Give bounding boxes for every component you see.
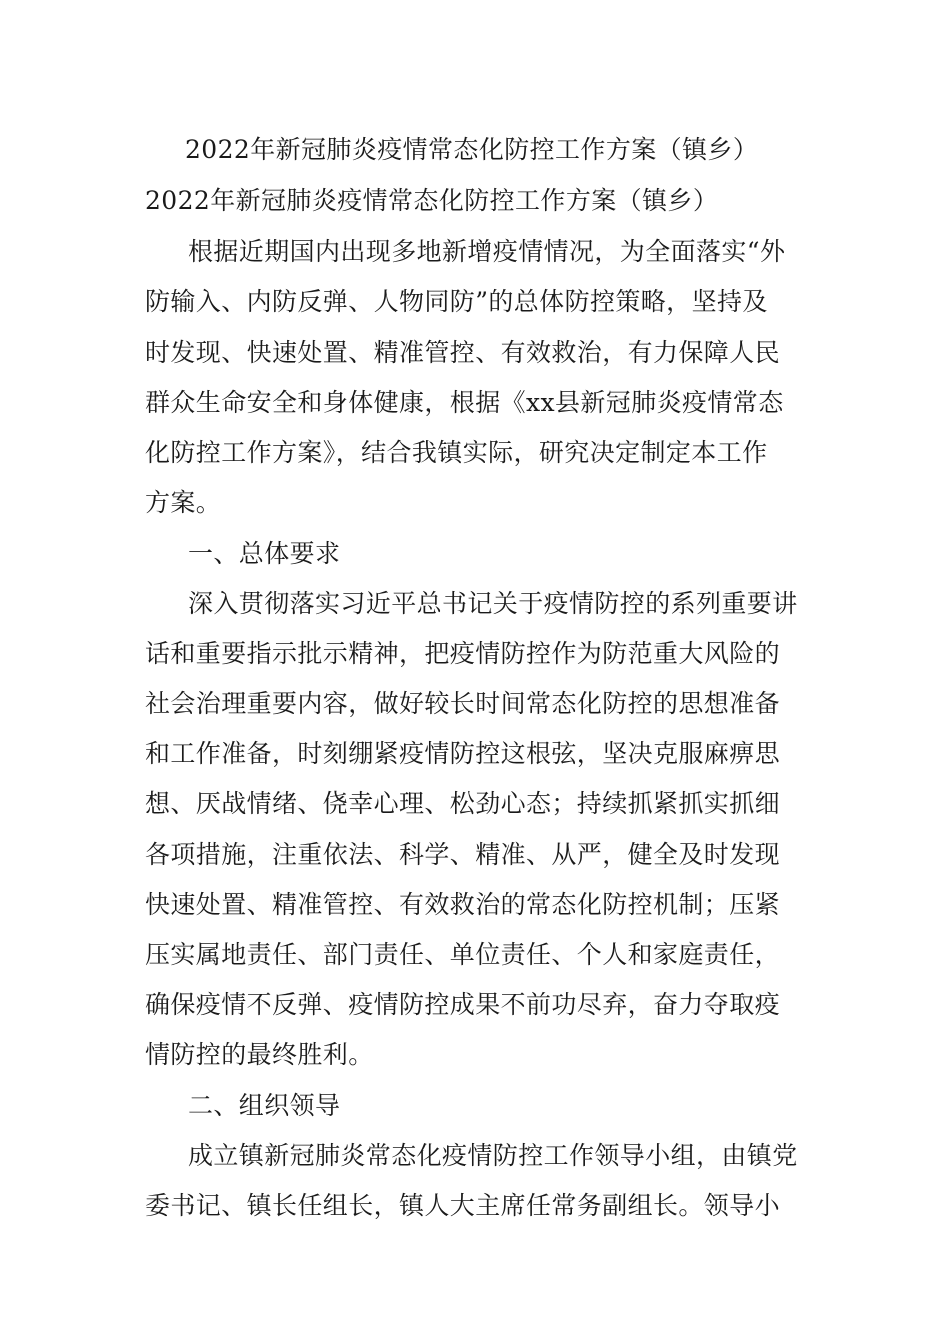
paragraph-line: 根据近期国内出现多地新增疫情情况，为全面落实“外 [188, 237, 786, 266]
paragraph-line: 想、厌战情绪、侥幸心理、松劲心态；持续抓紧抓实抓细 [145, 789, 781, 818]
paragraph-line: 成立镇新冠肺炎常态化疫情防控工作领导小组，由镇党 [188, 1141, 798, 1170]
document-title: 2022年新冠肺炎疫情常态化防控工作方案（镇乡） [185, 135, 759, 164]
paragraph-line: 时发现、快速处置、精准管控、有效救治，有力保障人民 [145, 338, 781, 367]
paragraph-line: 委书记、镇长任组长，镇人大主席任常务副组长。领导小 [145, 1191, 781, 1220]
paragraph-line: 和工作准备，时刻绷紧疫情防控这根弦，坚决克服麻痹思 [145, 739, 781, 768]
paragraph-line: 各项措施，注重依法、科学、精准、从严，健全及时发现 [145, 840, 781, 869]
paragraph-line: 防输入、内防反弹、人物同防”的总体防控策略，坚持及 [145, 287, 768, 316]
paragraph-line: 快速处置、精准管控、有效救治的常态化防控机制；压紧 [145, 890, 781, 919]
paragraph-line: 话和重要指示批示精神，把疫情防控作为防范重大风险的 [145, 639, 781, 668]
paragraph-line: 方案。 [145, 488, 222, 517]
paragraph-line: 情防控的最终胜利。 [145, 1040, 374, 1069]
document-subtitle: 2022年新冠肺炎疫情常态化防控工作方案（镇乡） [145, 186, 719, 215]
paragraph-line: 化防控工作方案》，结合我镇实际，研究决定制定本工作 [145, 438, 768, 467]
section-heading: 二、组织领导 [188, 1091, 341, 1120]
paragraph-line: 压实属地责任、部门责任、单位责任、个人和家庭责任， [145, 940, 781, 969]
paragraph-line: 确保疫情不反弹、疫情防控成果不前功尽弃，奋力夺取疫 [145, 990, 781, 1019]
section-heading: 一、总体要求 [188, 539, 341, 568]
paragraph-line: 社会治理重要内容，做好较长时间常态化防控的思想准备 [145, 689, 781, 718]
paragraph-line: 深入贯彻落实习近平总书记关于疫情防控的系列重要讲 [188, 589, 798, 618]
paragraph-line: 群众生命安全和身体健康，根据《xx县新冠肺炎疫情常态 [145, 388, 784, 417]
